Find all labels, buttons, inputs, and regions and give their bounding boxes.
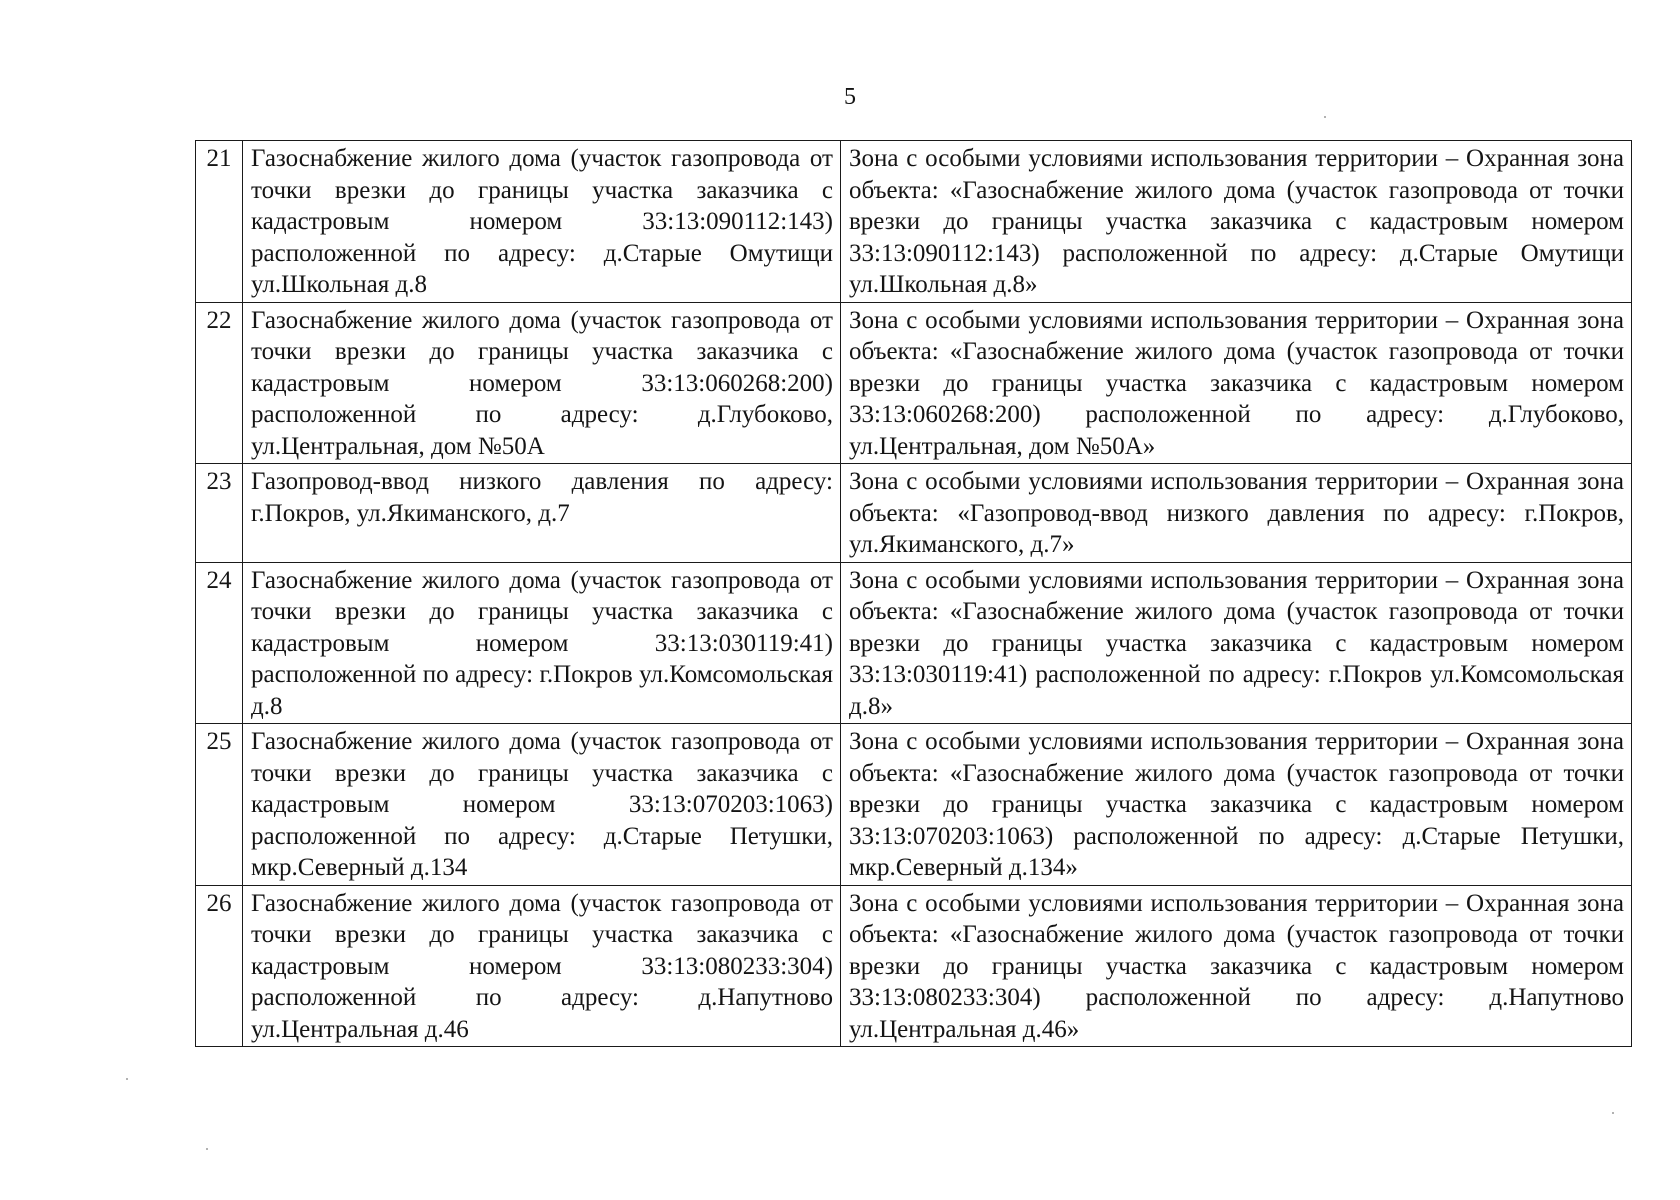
object-description: Газопровод-ввод низкого давления по адресу: г.Покров, ул.Якиманского, д.7 — [243, 464, 841, 563]
scan-speck — [206, 1148, 208, 1150]
zone-description: Зона с особыми условиями использования территории – Охранная зона объекта: «Газоснабжение жилого дома (участок газопровода от точки врезки до границы участка заказчика с кадастровым номером 33:13:030119:41) расположенной по адресу: г.Покров ул.Комсомольская д.8» — [841, 562, 1632, 724]
row-number: 24 — [196, 562, 243, 724]
zone-description: Зона с особыми условиями использования территории – Охранная зона объекта: «Газопровод-ввод низкого давления по адресу: г.Покров, ул.Якиманского, д.7» — [841, 464, 1632, 563]
zone-description: Зона с особыми условиями использования территории – Охранная зона объекта: «Газоснабжение жилого дома (участок газопровода от точки врезки до границы участка заказчика с кадастровым номером 33:13:070203:1063) расположенной по адресу: д.Старые Петушки, мкр.Северный д.134» — [841, 724, 1632, 886]
row-number: 25 — [196, 724, 243, 886]
table-row — [196, 302, 1632, 464]
object-description: Газоснабжение жилого дома (участок газопровода от точки врезки до границы участка заказчика с кадастровым номером 33:13:060268:200) расположенной по адресу: д.Глубоково, ул.Центральная, дом №50А — [243, 302, 841, 464]
zones-table — [195, 140, 1632, 1047]
zone-description: Зона с особыми условиями использования территории – Охранная зона объекта: «Газоснабжение жилого дома (участок газопровода от точки врезки до границы участка заказчика с кадастровым номером 33:13:090112:143) расположенной по адресу: д.Старые Омутищи ул.Школьная д.8» — [841, 141, 1632, 303]
row-number: 21 — [196, 141, 243, 303]
scan-speck — [126, 1078, 128, 1080]
table-row — [196, 141, 1632, 303]
object-description: Газоснабжение жилого дома (участок газопровода от точки врезки до границы участка заказчика с кадастровым номером 33:13:090112:143) расположенной по адресу: д.Старые Омутищи ул.Школьная д.8 — [243, 141, 841, 303]
row-number: 23 — [196, 464, 243, 563]
row-number: 26 — [196, 885, 243, 1047]
object-description: Газоснабжение жилого дома (участок газопровода от точки врезки до границы участка заказчика с кадастровым номером 33:13:070203:1063) расположенной по адресу: д.Старые Петушки, мкр.Северный д.134 — [243, 724, 841, 886]
row-number: 22 — [196, 302, 243, 464]
table-row — [196, 885, 1632, 1047]
zones-table-container — [195, 140, 1632, 1047]
page-number: 5 — [844, 84, 856, 110]
scan-speck — [1612, 1112, 1614, 1114]
object-description: Газоснабжение жилого дома (участок газопровода от точки врезки до границы участка заказчика с кадастровым номером 33:13:030119:41) расположенной по адресу: г.Покров ул.Комсомольская д.8 — [243, 562, 841, 724]
zone-description: Зона с особыми условиями использования территории – Охранная зона объекта: «Газоснабжение жилого дома (участок газопровода от точки врезки до границы участка заказчика с кадастровым номером 33:13:080233:304) расположенной по адресу: д.Напутново ул.Центральная д.46» — [841, 885, 1632, 1047]
table-row — [196, 724, 1632, 886]
scan-speck — [1324, 116, 1326, 118]
zone-description: Зона с особыми условиями использования территории – Охранная зона объекта: «Газоснабжение жилого дома (участок газопровода от точки врезки до границы участка заказчика с кадастровым номером 33:13:060268:200) расположенной по адресу: д.Глубоково, ул.Центральная, дом №50А» — [841, 302, 1632, 464]
table-row — [196, 464, 1632, 563]
table-row — [196, 562, 1632, 724]
object-description: Газоснабжение жилого дома (участок газопровода от точки врезки до границы участка заказчика с кадастровым номером 33:13:080233:304) расположенной по адресу: д.Напутново ул.Центральная д.46 — [243, 885, 841, 1047]
